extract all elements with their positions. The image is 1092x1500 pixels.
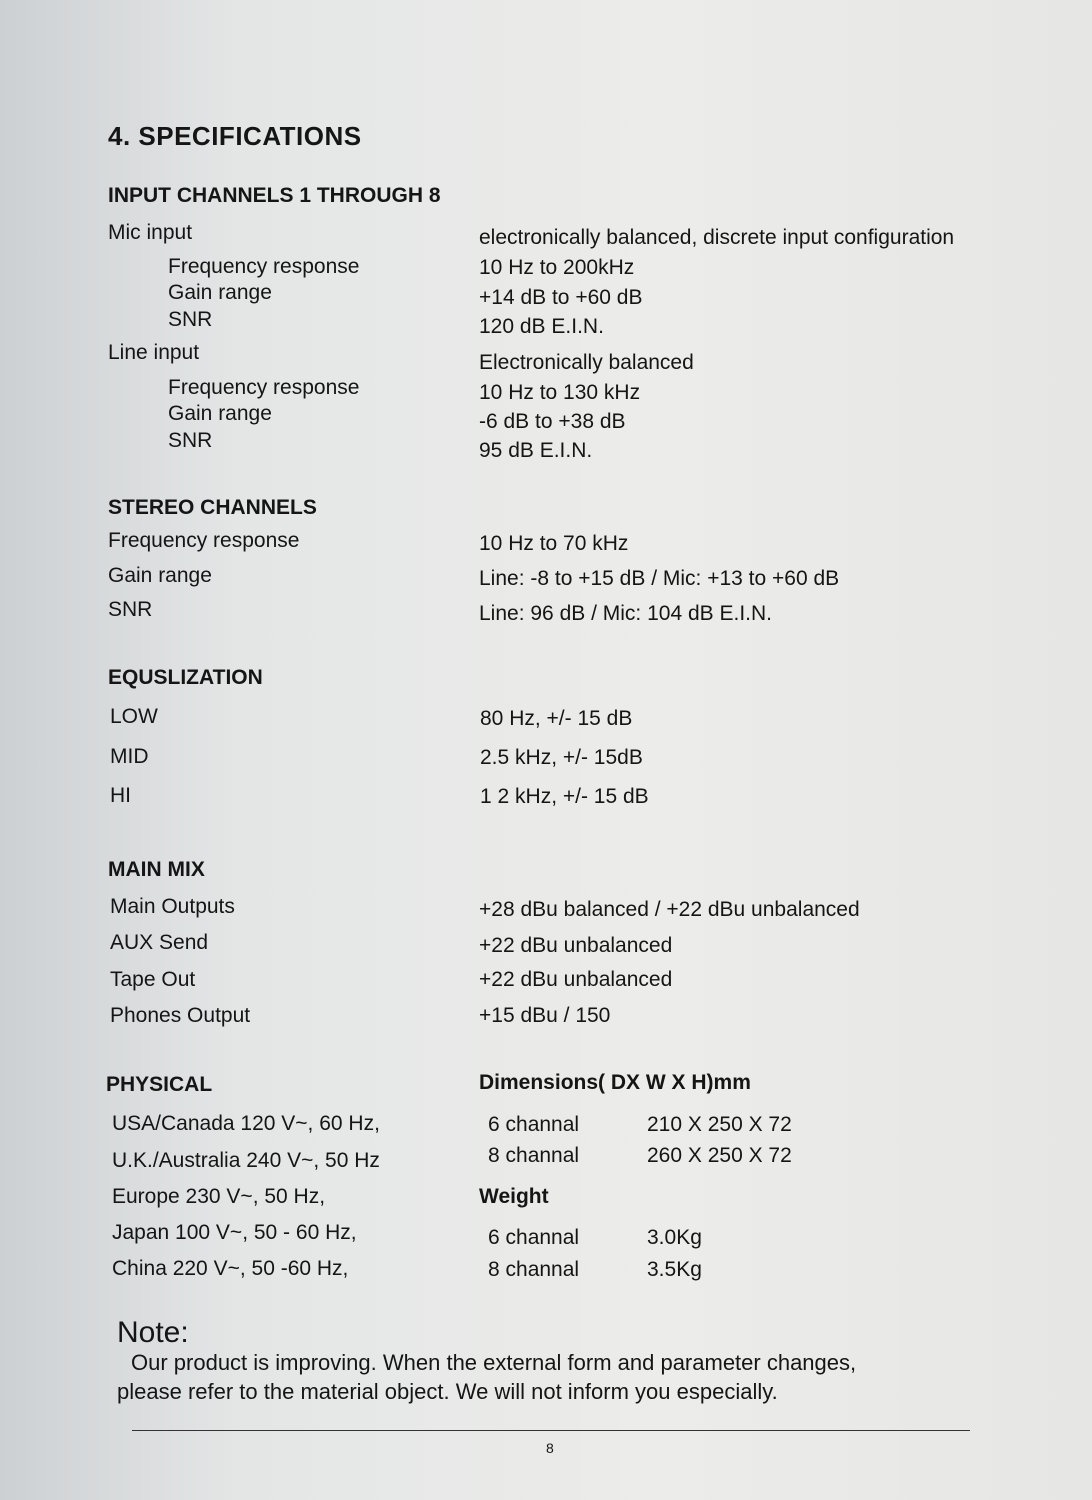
main-outputs-label: Main Outputs — [110, 895, 235, 918]
page-title: 4. SPECIFICATIONS — [108, 121, 362, 151]
note-line-1: Our product is improving. When the external form and parameter changes, — [131, 1350, 857, 1375]
weight-value-8: 3.5Kg — [647, 1258, 702, 1281]
line-freq-value: 10 Hz to 130 kHz — [479, 381, 641, 404]
main-mix-heading: MAIN MIX — [108, 858, 205, 881]
mic-freq-label: Frequency response — [168, 255, 360, 278]
dim-model-8: 8 channal — [488, 1144, 580, 1167]
mic-input-label: Mic input — [108, 221, 193, 244]
dim-model-6: 6 channal — [488, 1113, 580, 1136]
line-gain-value: -6 dB to +38 dB — [479, 410, 626, 433]
eq-hi-value: 1 2 kHz, +/- 15 dB — [480, 785, 649, 808]
main-outputs-value: +28 dBu balanced / +22 dBu unbalanced — [479, 898, 860, 921]
power-europe: Europe 230 V~, 50 Hz, — [112, 1185, 326, 1208]
tape-out-value: +22 dBu unbalanced — [479, 968, 673, 991]
input-channels-heading: INPUT CHANNELS 1 THROUGH 8 — [108, 184, 441, 207]
weight-model-8: 8 channal — [488, 1258, 580, 1281]
dim-value-6: 210 X 250 X 72 — [647, 1113, 792, 1136]
line-input-label: Line input — [108, 341, 200, 364]
mic-gain-label: Gain range — [168, 281, 272, 304]
line-input-value: Electronically balanced — [479, 351, 694, 374]
aux-send-value: +22 dBu unbalanced — [479, 934, 673, 957]
eq-mid-label: MID — [110, 745, 149, 768]
dim-value-8: 260 X 250 X 72 — [647, 1144, 792, 1167]
stereo-freq-label: Frequency response — [108, 529, 300, 552]
note-line-2: please refer to the material object. We will not inform you especially. — [117, 1379, 778, 1404]
mic-snr-label: SNR — [168, 308, 213, 331]
weight-heading: Weight — [479, 1185, 549, 1208]
note-title: Note: — [117, 1316, 189, 1349]
line-freq-label: Frequency response — [168, 376, 360, 399]
mic-gain-value: +14 dB to +60 dB — [479, 286, 643, 309]
footer-divider — [132, 1430, 970, 1431]
mic-freq-value: 10 Hz to 200kHz — [479, 256, 635, 279]
eq-mid-value: 2.5 kHz, +/- 15dB — [480, 746, 643, 769]
eq-hi-label: HI — [110, 784, 131, 807]
phones-output-label: Phones Output — [110, 1004, 251, 1027]
phones-output-value: +15 dBu / 150 — [479, 1004, 611, 1027]
line-snr-label: SNR — [168, 429, 213, 452]
eq-heading: EQUSLIZATION — [108, 666, 263, 689]
mic-input-value: electronically balanced, discrete input configuration — [479, 226, 955, 249]
physical-heading: PHYSICAL — [106, 1073, 213, 1096]
page-number: 8 — [546, 1440, 554, 1456]
power-uk: U.K./Australia 240 V~, 50 Hz — [112, 1149, 380, 1172]
weight-model-6: 6 channal — [488, 1226, 580, 1249]
stereo-channels-heading: STEREO CHANNELS — [108, 496, 317, 519]
stereo-snr-value: Line: 96 dB / Mic: 104 dB E.I.N. — [479, 602, 772, 625]
stereo-snr-label: SNR — [108, 598, 153, 621]
power-usa: USA/Canada 120 V~, 60 Hz, — [112, 1112, 380, 1135]
line-gain-label: Gain range — [168, 402, 272, 425]
power-japan: Japan 100 V~, 50 - 60 Hz, — [112, 1221, 357, 1244]
line-snr-value: 95 dB E.I.N. — [479, 439, 593, 462]
power-china: China 220 V~, 50 -60 Hz, — [112, 1257, 349, 1280]
stereo-gain-label: Gain range — [108, 564, 212, 587]
aux-send-label: AUX Send — [110, 931, 209, 954]
tape-out-label: Tape Out — [110, 968, 196, 991]
eq-low-value: 80 Hz, +/- 15 dB — [480, 707, 633, 730]
weight-value-6: 3.0Kg — [647, 1226, 702, 1249]
eq-low-label: LOW — [110, 705, 158, 728]
dimensions-heading: Dimensions( DX W X H)mm — [479, 1071, 751, 1094]
stereo-gain-value: Line: -8 to +15 dB / Mic: +13 to +60 dB — [479, 567, 840, 590]
mic-snr-value: 120 dB E.I.N. — [479, 315, 604, 338]
stereo-freq-value: 10 Hz to 70 kHz — [479, 532, 629, 555]
